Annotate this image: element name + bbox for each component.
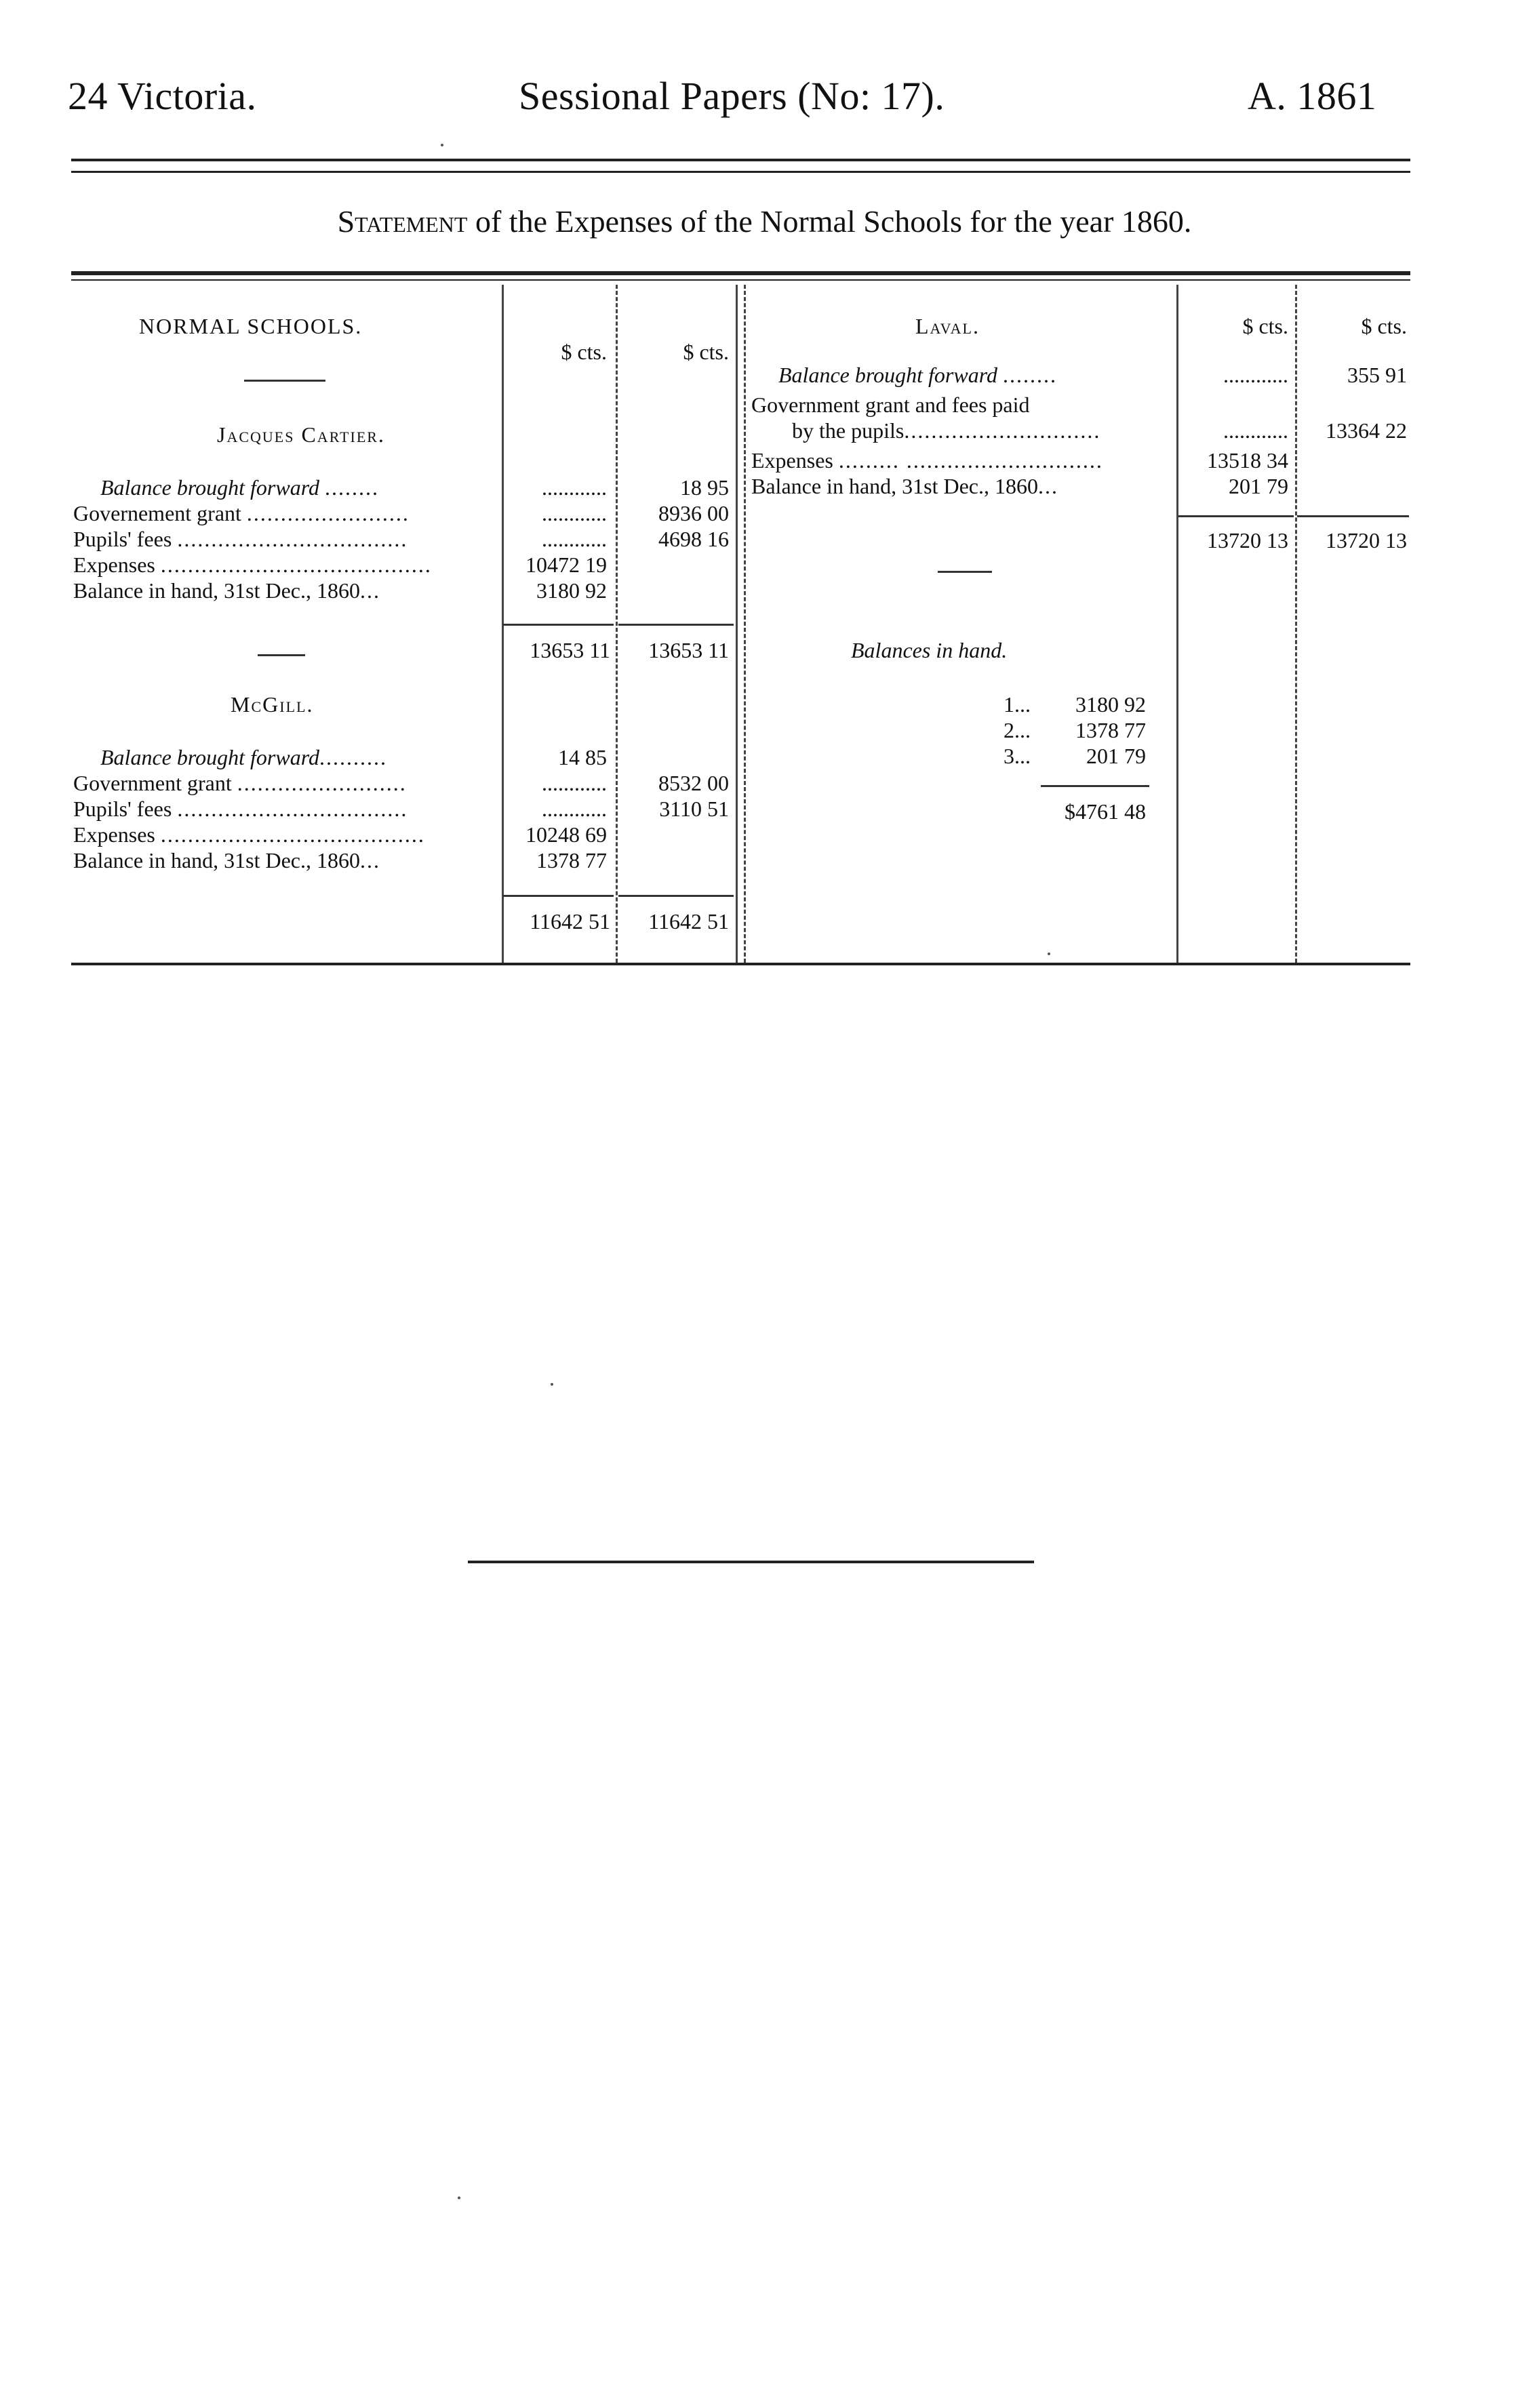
row-label-text: Expenses [73,822,155,847]
table-row-label [778,362,1175,388]
page-closing-rule [468,1561,1034,1563]
scan-speck [458,2196,460,2199]
statement-title-rest: of the Expenses of the Normal Schools for the year 1860. [467,204,1192,239]
row-debit: 10248 69 [525,822,607,847]
row-leader-dots: ........ [1002,363,1057,387]
column-rule [736,285,738,963]
table-row-label: Government grant and fees paid [751,393,1030,417]
row-leader-dots: ......................... [237,771,407,795]
row-debit: ............ [542,797,607,821]
section-divider [938,571,992,573]
table-row-label [751,473,1175,499]
laval-heading: Laval. [915,314,980,338]
total-rule [618,624,734,626]
table-row-label [751,447,1175,473]
row-label-text: Expenses [73,553,155,577]
balance-item-amount: 3180 92 [1075,692,1146,717]
section-total-credit: 13653 11 [648,638,729,662]
scan-speck [441,144,443,146]
row-debit: ............ [542,475,607,500]
row-label-text: Governement grant [73,501,241,525]
section-name-jacques-cartier: Jacques Cartier. [217,422,385,447]
row-debit: 1378 77 [536,848,607,872]
row-credit: 18 95 [680,475,729,500]
section-name-mcgill: McGill. [231,692,314,717]
section-total-credit: 11642 51 [648,909,729,934]
row-debit: 201 79 [1229,474,1288,498]
scan-speck [1048,952,1050,955]
section-total-credit: 13720 13 [1326,528,1407,553]
row-leader-dots: .................................. [177,527,408,551]
row-label-text: Balance brought forward [778,363,997,387]
row-debit: 10472 19 [525,553,607,577]
section-divider [258,654,305,656]
row-debit: ............ [542,771,607,795]
section-total-debit: 11642 51 [530,909,610,934]
row-label-text: Pupils' fees [73,527,172,551]
header-volume: 24 Victoria. [68,74,257,118]
row-label-text: Balance in hand, 31st Dec., 1860 [73,578,360,603]
row-credit: 4698 16 [658,527,729,551]
row-leader-dots: ........................ [246,501,410,525]
row-label-text: Expenses [751,448,833,473]
row-leader-dots: ............................. [904,418,1101,443]
table-row-label [100,744,500,770]
section-total-debit: 13653 11 [530,638,610,662]
row-credit: 3110 51 [659,797,729,821]
table-row-label [73,770,500,796]
table-row-label [73,526,500,552]
normal-schools-heading: NORMAL SCHOOLS. [139,314,363,338]
table-top-rule-thin [71,279,1410,281]
column-rule [1176,285,1178,963]
table-bottom-rule [71,963,1410,965]
section-divider [244,380,325,382]
table-top-rule [71,271,1410,275]
row-label-text: by the pupils [792,418,905,443]
row-leader-dots: ........................................ [160,553,432,577]
row-leader-dots: .................................. [177,797,408,821]
row-debit: ............ [542,527,607,551]
header-rule-bottom [71,171,1410,173]
table-row-label [73,552,500,578]
row-credit: 8532 00 [658,771,729,795]
balance-item-number: 1... [1004,692,1031,717]
row-leader-dots: ... [360,848,380,872]
balance-item-amount: 201 79 [1086,744,1146,768]
column-heading-dollars: $ cts. [561,340,607,364]
row-label-text: Pupils' fees [73,797,172,821]
row-leader-dots: ....................................... [160,822,425,847]
section-total-debit: 13720 13 [1207,528,1288,553]
total-rule [1178,515,1294,517]
row-leader-dots: ........ [324,475,379,500]
row-label-text: Balance in hand, 31st Dec., 1860 [73,848,360,872]
header-sessional-papers: Sessional Papers (No: 17). [519,74,945,118]
row-debit: ............ [1223,418,1288,443]
column-rule [744,285,746,963]
row-credit: 8936 00 [658,501,729,525]
table-row-label [792,418,1175,443]
column-heading-dollars: $ cts. [1242,314,1288,338]
row-debit: 13518 34 [1207,448,1288,473]
row-credit: 355 91 [1347,363,1407,387]
row-leader-dots: .......... [319,745,387,769]
table-row-label [73,822,500,847]
row-leader-dots: ... [1038,474,1058,498]
balance-item-number: 3... [1004,744,1031,768]
statement-title [0,203,1529,239]
column-heading-dollars: $ cts. [1361,314,1407,338]
column-heading-dollars: $ cts. [683,340,729,364]
table-row-label [73,847,500,873]
row-credit: 13364 22 [1326,418,1407,443]
table-row-label [73,500,500,526]
balance-item-amount: 1378 77 [1075,718,1146,742]
table-row-label [73,796,500,822]
row-debit: ............ [542,501,607,525]
row-debit: 3180 92 [536,578,607,603]
total-rule [503,624,614,626]
total-rule [618,895,734,897]
row-label-text: Government grant [73,771,232,795]
row-debit: ............ [1223,363,1288,387]
column-rule [616,285,618,963]
balance-item-number: 2... [1004,718,1031,742]
row-label-text: Balance in hand, 31st Dec., 1860 [751,474,1038,498]
total-rule [503,895,614,897]
row-debit: 14 85 [558,745,607,769]
balances-total: $4761 48 [1065,799,1146,824]
row-label-text: Balance brought forward [100,745,319,769]
table-row-label [100,475,500,500]
header-year: A. 1861 [1248,74,1377,118]
scan-speck [551,1383,553,1386]
balances-total-rule [1041,785,1149,787]
row-label-text: Balance brought forward [100,475,319,500]
row-leader-dots: ......... ............................. [838,448,1103,473]
total-rule [1297,515,1409,517]
row-leader-dots: ... [360,578,380,603]
balances-in-hand-heading: Balances in hand. [851,638,1008,662]
table-row-label [73,578,500,603]
statement-title-lead: Statement [337,204,468,239]
column-rule [1295,285,1297,963]
header-rule-top [71,159,1410,161]
